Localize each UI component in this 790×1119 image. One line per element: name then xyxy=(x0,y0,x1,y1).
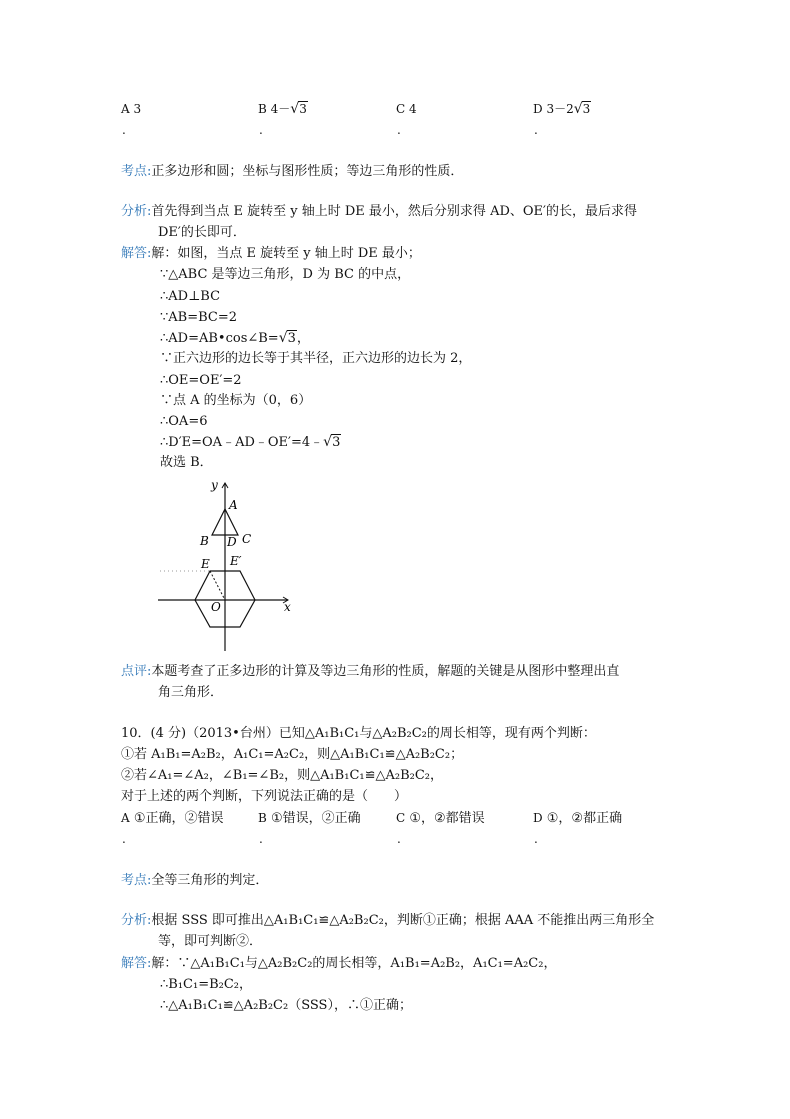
sqrt-symbol: √3 xyxy=(323,434,341,450)
q9-step-9: ∴D′E=OA﹣AD﹣OE′=4﹣√3 xyxy=(160,434,341,450)
q10-judge-2: ②若∠A₁=∠A₂，∠B₁=∠B₂，则△A₁B₁C₁≌△A₂B₂C₂， xyxy=(121,768,444,783)
q9-step-7: ∵点 A 的坐标为（0，6） xyxy=(160,393,312,408)
q9-dianping-line2: 角三角形． xyxy=(158,685,224,700)
q9-option-d: D 3－2√3 xyxy=(533,101,591,117)
label-b: B xyxy=(200,534,209,548)
q9-step-3: ∵AB=BC=2 xyxy=(160,310,238,325)
q10-fenxi-line2: 等，即可判断②． xyxy=(158,934,263,949)
q10-kaodian: 考点:全等三角形的判定． xyxy=(121,873,269,888)
q9-fenxi-line1: 分析:首先得到当点 E 旋转至 y 轴上时 DE 最小，然后分别求得 AD、OE′的长，最后求得 xyxy=(121,204,637,219)
label-o: O xyxy=(211,600,221,614)
sqrt-symbol: √3 xyxy=(278,330,296,346)
q10-option-b: B ①错误，②正确 xyxy=(258,811,361,826)
sqrt-symbol: √3 xyxy=(573,101,591,117)
label-e-prime: E′ xyxy=(230,554,242,568)
q10-head: 10．(4 分)（2013•台州）已知△A₁B₁C₁与△A₂B₂C₂的周长相等，现有两个判断： xyxy=(121,726,596,741)
q9-step-4: ∴AD=AB•cos∠B=√3， xyxy=(160,330,310,346)
q9-step-10: 故选 B． xyxy=(160,455,213,470)
q10-jieda-line1: 解答:解：∵△A₁B₁C₁与△A₂B₂C₂的周长相等，A₁B₁=A₂B₂，A₁C₁=A₂C₂， xyxy=(121,956,557,971)
q9-option-a: A 3 xyxy=(121,102,142,116)
q9-kaodian: 考点:正多边形和圆；坐标与图形性质；等边三角形的性质． xyxy=(121,164,464,179)
q9-step-5: ∵正六边形的边长等于其半径，正六边形的边长为 2， xyxy=(160,351,472,366)
q9-step-6: ∴OE=OE′=2 xyxy=(160,373,242,388)
q10-option-a: A ①正确，②错误 xyxy=(121,811,224,826)
q9-step-2: ∴AD⊥BC xyxy=(160,289,221,304)
q9-option-c: C 4 xyxy=(396,102,417,116)
label-d: D xyxy=(227,535,237,549)
q9-option-b: B 4－√3 xyxy=(258,101,307,117)
q9-step-1: ∵△ABC 是等边三角形，D 为 BC 的中点， xyxy=(160,267,411,282)
q10-jieda-line3: ∴△A₁B₁C₁≌△A₂B₂C₂（SSS），∴①正确； xyxy=(160,998,412,1013)
q9-dianping-line1: 点评:本题考查了正多边形的计算及等边三角形的性质，解题的关键是从图形中整理出直 xyxy=(121,664,620,679)
q10-option-c: C ①，②都错误 xyxy=(396,811,485,826)
q10-fenxi-line1: 分析:根据 SSS 即可推出△A₁B₁C₁≌△A₂B₂C₂，判断①正确；根据 AAA 不能推出两三角形全 xyxy=(121,913,655,928)
label-y: y xyxy=(211,478,218,492)
label-x: x xyxy=(284,600,291,614)
label-c: C xyxy=(242,532,252,546)
q9-jieda-line1: 解答:解：如图，当点 E 旋转至 y 轴上时 DE 最小； xyxy=(121,246,421,261)
geometry-figure xyxy=(150,475,310,655)
q10-judge-1: ①若 A₁B₁=A₂B₂，A₁C₁=A₂C₂，则△A₁B₁C₁≌△A₂B₂C₂； xyxy=(121,747,464,762)
q9-step-8: ∴OA=6 xyxy=(160,414,208,429)
sqrt-symbol: √3 xyxy=(290,101,307,117)
q9-fenxi-line2: DE′的长即可． xyxy=(158,225,246,240)
q10-jieda-line2: ∴B₁C₁=B₂C₂， xyxy=(160,977,253,992)
label-a: A xyxy=(229,498,238,512)
q10-option-d: D ①，②都正确 xyxy=(533,811,623,826)
dotted-oe xyxy=(210,571,225,600)
label-e: E xyxy=(201,557,210,571)
q10-question: 对于上述的两个判断，下列说法正确的是（ ） xyxy=(121,789,408,804)
